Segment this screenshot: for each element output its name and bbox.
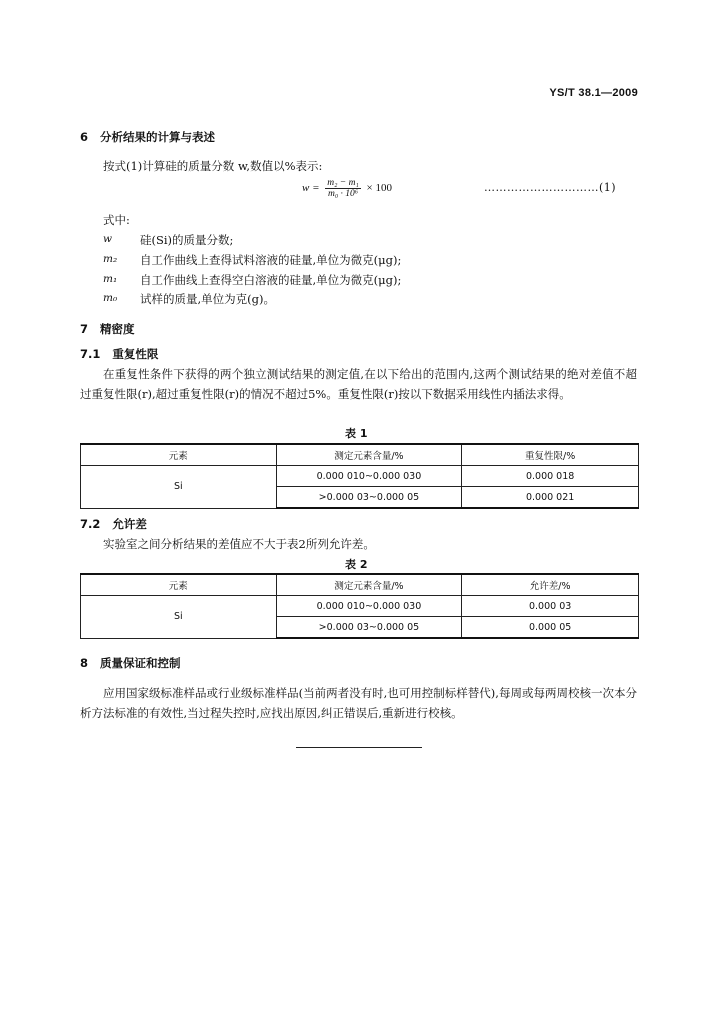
table-cell: 0.000 010~0.000 030 (276, 596, 462, 617)
section-title: 精密度 (100, 322, 135, 336)
section-8-heading (80, 655, 181, 671)
table-cell: 0.000 05 (462, 617, 639, 639)
section-number: 7.2 (80, 517, 101, 531)
section-6-heading (80, 129, 215, 145)
table-cell: >0.000 03~0.000 05 (276, 617, 462, 639)
table-header-cell: 重复性限/% (462, 444, 639, 466)
formula-fraction (325, 178, 361, 199)
var-symbol: m₀ (103, 292, 118, 304)
var-description: 硅(Si)的质量分数; (140, 233, 234, 247)
table-header-cell: 元素 (81, 444, 277, 466)
table-cell-element: Si (81, 466, 277, 509)
table-cell: 0.000 021 (462, 487, 639, 509)
table-cell: 0.000 018 (462, 466, 639, 487)
table-header-row (81, 574, 639, 596)
table-cell: >0.000 03~0.000 05 (276, 487, 462, 509)
section-title: 允许差 (112, 517, 147, 531)
var-description: 试样的质量,单位为克(g)。 (140, 292, 275, 306)
section-number: 7 (80, 322, 89, 336)
table-row (81, 466, 639, 487)
table-2-caption: 表 2 (345, 558, 368, 571)
var-symbol: m₂ (103, 253, 118, 265)
table-header-cell: 测定元素含量/% (276, 444, 462, 466)
section-title: 分析结果的计算与表述 (100, 130, 216, 144)
where-label: 式中: (103, 213, 130, 227)
tolerance-text: 实验室之间分析结果的差值应不大于表2所列允许差。 (103, 537, 375, 551)
section-number: 7.1 (80, 347, 101, 361)
table-header-cell: 元素 (81, 574, 277, 596)
quality-control-text: 应用国家级标准样品或行业级标准样品(当前两者没有时,也可用控制标样替代),每周或每两周校核一次本分析方法标准的有效性,当过程失控时,应找出原因,纠正错误后,重新进行校核。 (80, 686, 637, 720)
table-header-row (81, 444, 639, 466)
table-1-caption: 表 1 (345, 427, 368, 440)
table-header-cell: 测定元素含量/% (276, 574, 462, 596)
var-description: 自工作曲线上查得试料溶液的硅量,单位为微克(μg); (140, 253, 402, 267)
section-number: 6 (80, 130, 89, 144)
var-description: 自工作曲线上查得空白溶液的硅量,单位为微克(μg); (140, 273, 402, 287)
formula-lhs: w = (302, 182, 320, 195)
var-symbol: m₁ (103, 273, 118, 285)
equation-number: …………………………(1) (484, 181, 617, 194)
section-7-heading (80, 321, 135, 337)
formula-intro: 按式(1)计算硅的质量分数 w,数值以%表示: (103, 159, 323, 173)
table-cell-element: Si (81, 596, 277, 639)
table-1 (80, 443, 639, 509)
section-7-1-heading (80, 346, 158, 362)
section-title: 重复性限 (112, 347, 159, 361)
table-2 (80, 573, 639, 639)
table-header-cell: 允许差/% (462, 574, 639, 596)
section-number: 8 (80, 656, 89, 670)
table-cell: 0.000 010~0.000 030 (276, 466, 462, 487)
table-cell: 0.000 03 (462, 596, 639, 617)
repeatability-text: 在重复性条件下获得的两个独立测试结果的测定值,在以下给出的范围内,这两个测试结果的绝对差值不超过重复性限(r),超过重复性限(r)的情况不超过5%。重复性限(r)按以下数据采用线性内插法求得。 (80, 367, 637, 401)
section-7-2-heading (80, 516, 147, 532)
section-title: 质量保证和控制 (100, 656, 181, 670)
standard-number: YS/T 38.1—2009 (549, 87, 638, 99)
formula (302, 178, 392, 199)
formula-numerator: m₂ − m₁ (327, 178, 359, 188)
table-row (81, 596, 639, 617)
formula-denominator: m₀ · 10⁶ (327, 189, 359, 199)
formula-multiplier: × 100 (366, 182, 392, 195)
end-rule (296, 747, 422, 748)
var-symbol: w (103, 233, 112, 245)
